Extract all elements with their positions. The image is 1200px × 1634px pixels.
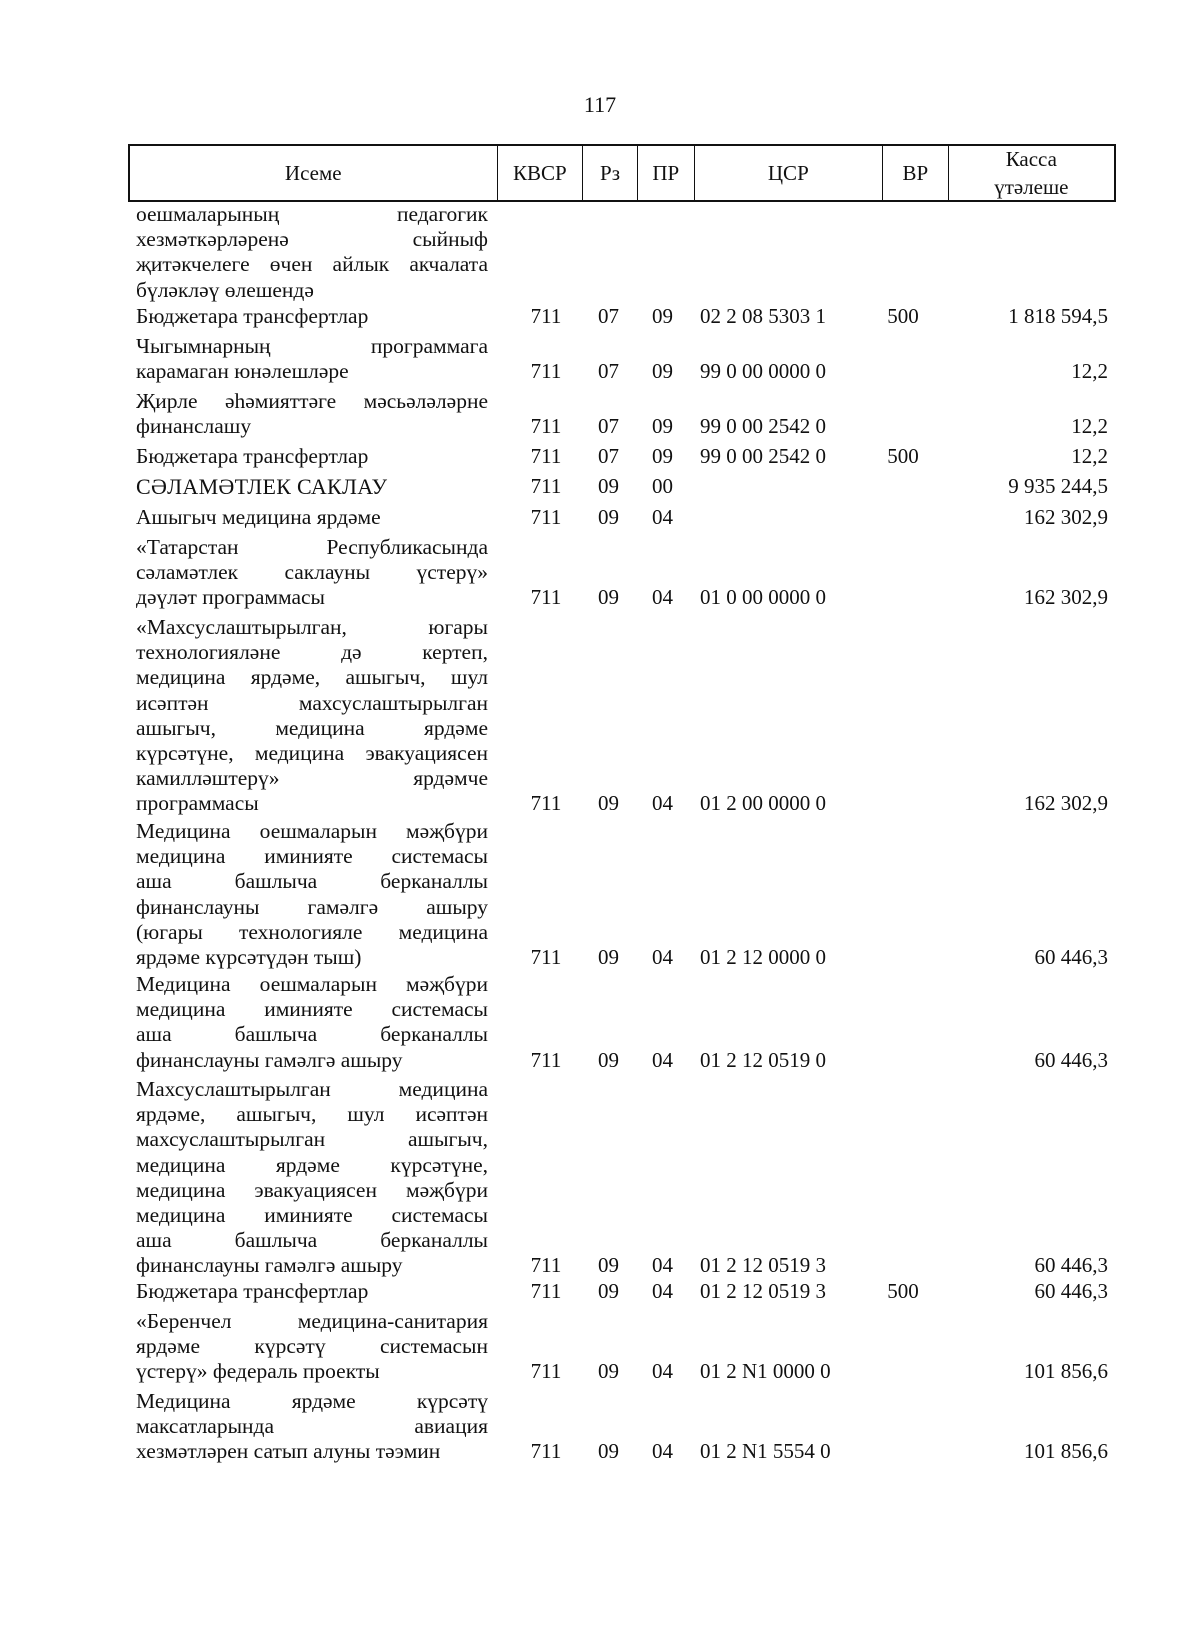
row-name <box>136 474 488 499</box>
row-name-line: медицина ярдәме, ашыгыч, шул <box>136 665 488 690</box>
row-name-line: ярдәме күрсәтү системасын <box>136 1334 488 1359</box>
row-name-line: ярдәме, ашыгыч, шул исәптән <box>136 1102 488 1127</box>
row-name <box>136 444 488 469</box>
cell-pr: 04 <box>652 585 673 610</box>
cell-kvsr: 711 <box>530 1253 562 1278</box>
cell-rz: 09 <box>598 505 619 529</box>
row-name-line: «Беренчел медицина-санитария <box>136 1309 488 1333</box>
cell-csr: 99 0 00 2542 0 <box>700 414 826 439</box>
row-name-line: үстерү» федераль проекты <box>136 1359 380 1384</box>
row-name-line: Медицина оешмаларын мәҗбүри <box>136 819 488 843</box>
row-name-line: дәүләт программасы <box>136 585 325 610</box>
cell-csr: 01 0 00 0000 0 <box>700 585 826 610</box>
row-name-line: бүләкләү өлешендә <box>136 277 314 302</box>
cell-kvsr: 711 <box>530 1439 562 1464</box>
row-name-line: аша башлыча берканаллы <box>136 1228 488 1253</box>
cell-pr: 04 <box>652 945 673 969</box>
row-name-line: финанслауны гамәлгә ашыру <box>136 1047 403 1072</box>
row-name-line: аша башлыча берканаллы <box>136 869 488 894</box>
table-row <box>0 304 1200 329</box>
cell-pr: 09 <box>652 414 673 439</box>
cell-kvsr: 711 <box>530 414 562 439</box>
cell-sum: 162 302,9 <box>1024 585 1108 610</box>
cell-rz: 07 <box>598 359 619 384</box>
cell-sum: 60 446,3 <box>1034 1047 1108 1072</box>
header-vr: ВР <box>882 146 948 200</box>
row-name-line: медицина иминияте системасы <box>136 1202 488 1227</box>
cell-kvsr: 711 <box>530 945 562 969</box>
cell-rz: 09 <box>598 1359 619 1384</box>
cell-vr: 500 <box>887 1279 919 1303</box>
cell-rz: 09 <box>598 1047 619 1072</box>
row-name <box>136 1077 488 1279</box>
row-name <box>136 819 488 970</box>
row-name-line: исәптән махсуслаштырылган <box>136 690 488 715</box>
cell-sum: 162 302,9 <box>1024 505 1108 529</box>
header-name: Исеме <box>284 161 342 185</box>
table-row <box>0 444 1200 469</box>
table-row <box>0 505 1200 530</box>
header-sum-line2: үтәлеше <box>994 175 1069 199</box>
row-name-line: Чыгымнарның программага <box>136 334 488 358</box>
row-name-line: медицина иминияте системасы <box>136 844 488 869</box>
table-row <box>0 474 1200 499</box>
table-row <box>0 1389 1200 1465</box>
header-pr: ПР <box>637 146 694 200</box>
row-name-line: Бюджетара трансфертлар <box>136 304 369 328</box>
cell-sum: 9 935 244,5 <box>1008 474 1108 498</box>
cell-rz: 07 <box>598 444 619 468</box>
row-name-line: Медицина оешмаларын мәҗбүри <box>136 972 488 996</box>
cell-sum: 101 856,6 <box>1024 1439 1108 1464</box>
cell-kvsr: 711 <box>530 791 562 816</box>
cell-rz: 09 <box>598 585 619 610</box>
row-name-line: СӘЛАМӘТЛЕК САКЛАУ <box>136 474 388 499</box>
cell-sum: 12,2 <box>1071 444 1108 468</box>
row-name <box>136 334 488 384</box>
cell-pr: 04 <box>652 1047 673 1072</box>
row-name <box>136 1309 488 1385</box>
row-name <box>136 389 488 439</box>
table-row <box>0 972 1200 1073</box>
header-rz: Рз <box>582 146 637 200</box>
cell-csr: 02 2 08 5303 1 <box>700 304 826 328</box>
cell-pr: 04 <box>652 1359 673 1384</box>
row-name-line: «Татарстан Республикасында <box>136 535 488 559</box>
row-name <box>136 1279 488 1304</box>
row-name <box>136 304 488 329</box>
cell-sum: 12,2 <box>1071 359 1108 384</box>
cell-csr: 01 2 12 0519 3 <box>700 1253 826 1278</box>
cell-rz: 07 <box>598 304 619 328</box>
row-name-line: (югары технологияле медицина <box>136 919 488 944</box>
row-name-line: медицина иминияте системасы <box>136 997 488 1022</box>
cell-rz: 09 <box>598 1253 619 1278</box>
row-name-line: Бюджетара трансфертлар <box>136 444 369 468</box>
row-name-line: финанслауны гамәлгә ашыру <box>136 894 488 919</box>
cell-csr: 01 2 12 0519 0 <box>700 1047 826 1072</box>
row-name <box>136 972 488 1073</box>
table-row <box>0 1279 1200 1304</box>
cell-pr: 04 <box>652 1279 673 1303</box>
row-name <box>136 505 488 530</box>
cell-sum: 162 302,9 <box>1024 791 1108 816</box>
row-name <box>136 1389 488 1465</box>
cell-pr: 09 <box>652 444 673 468</box>
cell-csr: 01 2 N1 0000 0 <box>700 1359 831 1384</box>
row-name-line: Медицина ярдәме күрсәтү <box>136 1389 488 1413</box>
cell-csr: 01 2 12 0519 3 <box>700 1279 826 1303</box>
row-name-line: Җирле әһәмияттәге мәсьәләләрне <box>136 389 488 413</box>
row-name-line: Бюджетара трансфертлар <box>136 1279 369 1303</box>
row-name-line: программасы <box>136 791 259 816</box>
row-name-line: җитәкчелеге өчен айлык акчалата <box>136 252 488 277</box>
header-sum-line1: Касса <box>1005 147 1057 171</box>
cell-csr: 01 2 12 0000 0 <box>700 945 826 969</box>
cell-kvsr: 711 <box>530 1359 562 1384</box>
cell-kvsr: 711 <box>530 359 562 384</box>
row-name-line: финанслауны гамәлгә ашыру <box>136 1253 403 1278</box>
cell-sum: 60 446,3 <box>1034 1253 1108 1278</box>
cell-csr: 99 0 00 2542 0 <box>700 444 826 468</box>
row-name-line: максатларында авиация <box>136 1414 488 1439</box>
header-kvsr: КВСР <box>497 146 583 200</box>
cell-kvsr: 711 <box>530 474 562 498</box>
cell-vr: 500 <box>887 304 919 328</box>
row-name-line: ашыгыч, медицина ярдәме <box>136 715 488 740</box>
row-name-line: Ашыгыч медицина ярдәме <box>136 505 381 529</box>
cell-vr: 500 <box>887 444 919 468</box>
row-name-line: махсуслаштырылган ашыгыч, <box>136 1127 488 1152</box>
row-name-line: Махсуслаштырылган медицина <box>136 1077 488 1101</box>
row-name-line: аша башлыча берканаллы <box>136 1022 488 1047</box>
table-row <box>0 334 1200 384</box>
table-row <box>0 389 1200 439</box>
row-name-line: оешмаларының педагогик <box>136 202 488 226</box>
table-row <box>0 615 1200 817</box>
page-number: 117 <box>583 92 617 117</box>
cell-kvsr: 711 <box>530 1047 562 1072</box>
cell-rz: 07 <box>598 414 619 439</box>
cell-kvsr: 711 <box>530 304 562 328</box>
cell-pr: 09 <box>652 359 673 384</box>
cell-sum: 60 446,3 <box>1034 945 1108 969</box>
cell-kvsr: 711 <box>530 1279 562 1303</box>
header-csr: ЦСР <box>694 146 882 200</box>
cell-sum: 101 856,6 <box>1024 1359 1108 1384</box>
cell-sum: 1 818 594,5 <box>1008 304 1108 328</box>
row-name <box>136 615 488 817</box>
table-row <box>0 1309 1200 1385</box>
cell-kvsr: 711 <box>530 585 562 610</box>
row-name-line: сәламәтлек саклауны үстерү» <box>136 560 488 585</box>
cell-sum: 12,2 <box>1071 414 1108 439</box>
cell-kvsr: 711 <box>530 444 562 468</box>
row-name-line: технологияләне дә кертеп, <box>136 640 488 665</box>
row-name-line: хезмәткәрләренә сыйныф <box>136 227 488 252</box>
cell-rz: 09 <box>598 1439 619 1464</box>
row-name-line: күрсәтүне, медицина эвакуациясен <box>136 740 488 765</box>
row-name-line: камилләштерү» ярдәмче <box>136 766 488 791</box>
cell-sum: 60 446,3 <box>1034 1279 1108 1303</box>
table-row <box>0 202 1200 303</box>
cell-rz: 09 <box>598 945 619 969</box>
cell-rz: 09 <box>598 791 619 816</box>
table-row <box>0 819 1200 970</box>
row-name-line: карамаган юнәлешләре <box>136 359 349 384</box>
cell-pr: 04 <box>652 1439 673 1464</box>
row-name-line: медицина ярдәме күрсәтүне, <box>136 1152 488 1177</box>
row-name-line: медицина эвакуациясен мәҗбүри <box>136 1177 488 1202</box>
row-name <box>136 535 488 611</box>
cell-rz: 09 <box>598 1279 619 1303</box>
row-name <box>136 202 488 303</box>
table-row <box>0 1077 1200 1279</box>
cell-pr: 04 <box>652 505 673 529</box>
table-row <box>0 535 1200 611</box>
row-name-line: финанслашу <box>136 414 252 439</box>
cell-pr: 04 <box>652 791 673 816</box>
cell-csr: 01 2 00 0000 0 <box>700 791 826 816</box>
row-name-line: ярдәме күрсәтүдән тыш) <box>136 944 362 969</box>
cell-csr: 01 2 N1 5554 0 <box>700 1439 831 1464</box>
cell-pr: 09 <box>652 304 673 328</box>
cell-pr: 04 <box>652 1253 673 1278</box>
cell-kvsr: 711 <box>530 505 562 529</box>
row-name-line: хезмәтләрен сатып алуны тәэмин <box>136 1439 441 1464</box>
cell-pr: 00 <box>652 474 673 498</box>
cell-csr: 99 0 00 0000 0 <box>700 359 826 384</box>
cell-rz: 09 <box>598 474 619 498</box>
row-name-line: «Махсуслаштырылган, югары <box>136 615 488 639</box>
